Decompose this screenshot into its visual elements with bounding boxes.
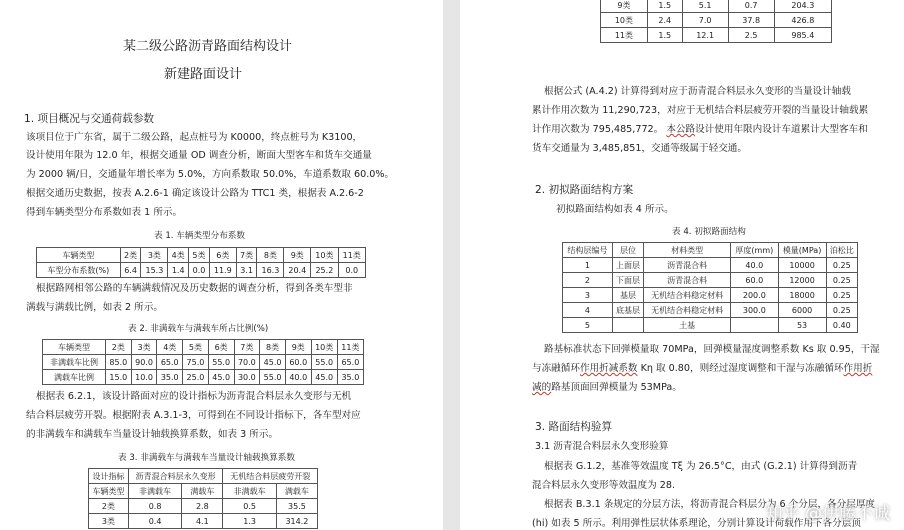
table-cell: 40.0 bbox=[285, 370, 311, 385]
table-cell bbox=[731, 318, 778, 333]
table-header-cell: 车辆类型 bbox=[43, 340, 106, 355]
table-row bbox=[89, 499, 318, 514]
table-cell: 7.0 bbox=[682, 13, 728, 28]
table-cell: 35.0 bbox=[157, 370, 183, 385]
table-cell: 2类 bbox=[89, 499, 129, 514]
table-cell: 45.0 bbox=[311, 370, 337, 385]
table-cell: 基层 bbox=[612, 288, 643, 303]
table-row bbox=[601, 13, 832, 28]
table-cell: 1 bbox=[563, 258, 613, 273]
table-header-cell: 车辆类型 bbox=[89, 484, 129, 499]
table-caption: 表 2. 非满载车与满载车所占比例(%) bbox=[128, 324, 269, 334]
table-cell: 1.5 bbox=[647, 28, 682, 43]
section-heading: 3. 路面结构验算 bbox=[535, 421, 613, 433]
paragraph-line: 根据路网相邻公路的车辆满载情况及历史数据的调查分析，得到各类车型非 bbox=[36, 283, 353, 294]
table-cell: 75.0 bbox=[183, 355, 209, 370]
table-header-cell: 设计指标 bbox=[89, 469, 129, 484]
table-header-cell: 2类 bbox=[120, 248, 141, 263]
table-cell: 2 bbox=[563, 273, 613, 288]
table-cell: 11类 bbox=[601, 28, 648, 43]
table-cell: 0.8 bbox=[128, 499, 181, 514]
paragraph-line: 根据表 B.3.1 条规定的分层方法，将沥青混合料层分为 6 个分层，各分层厚度 bbox=[544, 499, 876, 510]
table-header-cell: 材料类型 bbox=[644, 243, 731, 258]
table-cell: 30.0 bbox=[234, 370, 260, 385]
table-header-cell: 沥青混合料层永久变形 bbox=[128, 469, 223, 484]
paragraph-line bbox=[532, 124, 868, 136]
table-cell: 3类 bbox=[89, 514, 129, 529]
text-run: 路基顶面回弹模量为 53MPa。 bbox=[551, 382, 682, 393]
table-cell: 35.5 bbox=[276, 499, 317, 514]
table-cell: 65.0 bbox=[337, 355, 363, 370]
table-row bbox=[563, 273, 858, 288]
table-cell: 沥青混合料 bbox=[644, 258, 731, 273]
section-heading: 2. 初拟路面结构方案 bbox=[535, 184, 634, 196]
table-cell: 0.25 bbox=[826, 303, 857, 318]
paragraph-line: 得到车辆类型分布系数如表 1 所示。 bbox=[26, 207, 183, 218]
table-cell: 85.0 bbox=[105, 355, 131, 370]
paragraph-line: 的非满载车和满载车当量设计轴载换算系数，如表 3 所示。 bbox=[26, 429, 279, 440]
table-header-cell: 10类 bbox=[311, 340, 337, 355]
table-header-cell: 结构层编号 bbox=[563, 243, 613, 258]
paragraph-line: 设计使用年限为 12.0 年，根据交通量 OD 调查分析，断面大型客车和货车交通量 bbox=[26, 150, 372, 161]
table-cell: 0.25 bbox=[826, 288, 857, 303]
text-run: 与冻融循环 bbox=[532, 363, 580, 374]
table-header-cell: 8类 bbox=[260, 340, 286, 355]
table-cell: 16.3 bbox=[257, 263, 284, 278]
table-caption: 表 3. 非满载车与满载车当量设计轴载换算系数 bbox=[118, 453, 295, 463]
subsection-heading: 3.1 沥青混合料层永久变形验算 bbox=[535, 441, 669, 452]
table-cell: 10类 bbox=[601, 13, 648, 28]
paragraph-line: 满载与满载比例，如表 2 所示。 bbox=[26, 302, 163, 313]
table-cell: 5 bbox=[563, 318, 613, 333]
table-cell: 60.0 bbox=[285, 355, 311, 370]
table-cell: 45.0 bbox=[260, 355, 286, 370]
table-header-cell: 2类 bbox=[105, 340, 131, 355]
table-cell: 10.0 bbox=[131, 370, 157, 385]
table-header-cell: 8类 bbox=[257, 248, 284, 263]
table-cell: 2.4 bbox=[647, 13, 682, 28]
text-run: 计作用次数为 795,485,772。 bbox=[532, 124, 664, 135]
table-cell: 0.4 bbox=[128, 514, 181, 529]
table-header-cell: 5类 bbox=[189, 248, 210, 263]
table-cell: 300.0 bbox=[731, 303, 778, 318]
paragraph-line bbox=[532, 363, 872, 375]
table-cell: 200.0 bbox=[731, 288, 778, 303]
paragraph-line: 初拟路面结构如表 4 所示。 bbox=[556, 204, 674, 215]
table-cell: 0.25 bbox=[826, 273, 857, 288]
paragraph-line: 累计作用次数为 11,290,723，对应于无机结合料层疲劳开裂的当量设计轴载累 bbox=[532, 105, 869, 116]
paragraph-line: 根据公式 (A.4.2) 计算得到对应于沥青混合料层永久变形的当量设计轴载 bbox=[544, 86, 851, 97]
paragraph-line: 根据交通历史数据，按表 A.2.6-1 确定该设计公路为 TTC1 类，根据表 A.2.6-2 bbox=[26, 188, 364, 199]
table-caption: 表 4. 初拟路面结构 bbox=[672, 227, 746, 237]
section-heading: 1. 项目概况与交通荷载参数 bbox=[24, 113, 155, 125]
table-header-cell: 厚度(mm) bbox=[731, 243, 778, 258]
table-cell: 沥青混合料 bbox=[644, 273, 731, 288]
table-header-cell: 满载车 bbox=[276, 484, 317, 499]
table-cell: 15.3 bbox=[141, 263, 168, 278]
table-cell: 上面层 bbox=[612, 258, 643, 273]
table-caption: 表 1. 车辆类型分布系数 bbox=[154, 231, 246, 241]
table-row bbox=[43, 370, 364, 385]
table-header-cell: 7类 bbox=[236, 248, 257, 263]
table-cell: 9类 bbox=[601, 0, 648, 13]
table-cell: 53 bbox=[778, 318, 826, 333]
table-cell: 无机结合料稳定材料 bbox=[644, 288, 731, 303]
table-row bbox=[601, 0, 832, 13]
table-header-cell: 6类 bbox=[208, 340, 234, 355]
paragraph-line: (hi) 如表 5 所示。利用弹性层状体系理论，分别计算设计荷载作用下各分层顶 bbox=[532, 518, 861, 529]
paragraph-line: 根据表 6.2.1，该设计路面对应的设计指标为沥青混合料层永久变形与无机 bbox=[36, 391, 352, 402]
table-header-cell: 4类 bbox=[168, 248, 189, 263]
table-cell: 0.7 bbox=[728, 0, 774, 13]
paragraph-line: 货车交通量为 3,485,851，交通等级属于轻交通。 bbox=[532, 143, 747, 154]
table-row bbox=[601, 28, 832, 43]
table-cell: 1.3 bbox=[223, 514, 276, 529]
table-cell: 0.25 bbox=[826, 258, 857, 273]
table-header-cell: 模量(MPa) bbox=[778, 243, 826, 258]
spellcheck-underlined-text: 作用折 bbox=[843, 363, 873, 374]
table-cell: 40.0 bbox=[731, 258, 778, 273]
paragraph-line: 该项目位于广东省，属于二级公路，起点桩号为 K0000，终点桩号为 K3100， bbox=[26, 132, 363, 143]
table-cell: 985.4 bbox=[774, 28, 831, 43]
table-cell: 12000 bbox=[778, 273, 826, 288]
table-cell: 0.5 bbox=[223, 499, 276, 514]
text-run: Kη 取 0.80，则经过湿度调整和干湿与冻融循环 bbox=[640, 363, 844, 374]
table-header-cell: 11类 bbox=[338, 248, 365, 263]
table-cell: 20.4 bbox=[284, 263, 311, 278]
table-cell: 55.0 bbox=[260, 370, 286, 385]
spellcheck-underlined-text: 本公路 bbox=[666, 124, 696, 135]
paragraph-line: 路基标准状态下回弹模量取 70MPa，回弹模量湿度调整系数 Ks 取 0.95，干湿 bbox=[544, 344, 880, 355]
table-cell: 60.0 bbox=[731, 273, 778, 288]
table-header-cell: 9类 bbox=[285, 340, 311, 355]
load-ratio-table bbox=[42, 339, 364, 385]
table-cell: 4 bbox=[563, 303, 613, 318]
table-header-cell: 3类 bbox=[141, 248, 168, 263]
table-cell: 15.0 bbox=[105, 370, 131, 385]
paragraph-line: 混合料层永久变形等效温度为 28. bbox=[532, 480, 676, 491]
table-cell: 6000 bbox=[778, 303, 826, 318]
table-cell: 10000 bbox=[778, 258, 826, 273]
table-row bbox=[563, 258, 858, 273]
paragraph-line: 结合料层疲劳开裂。根据附表 A.3.1-3，可得到在不同设计指标下，各车型对应 bbox=[26, 410, 361, 421]
table-header-cell: 5类 bbox=[183, 340, 209, 355]
table-header-cell: 层位 bbox=[612, 243, 643, 258]
table-row bbox=[563, 303, 858, 318]
table-row bbox=[43, 355, 364, 370]
table-cell: 12.1 bbox=[682, 28, 728, 43]
table-row bbox=[89, 514, 318, 529]
table-cell: 2.8 bbox=[182, 499, 223, 514]
spellcheck-underlined-text: 作用折减系数 bbox=[579, 363, 638, 374]
table-cell bbox=[612, 318, 643, 333]
table-cell: 2.5 bbox=[728, 28, 774, 43]
table-header-cell: 3类 bbox=[131, 340, 157, 355]
table-cell: 4.1 bbox=[182, 514, 223, 529]
table-cell: 90.0 bbox=[131, 355, 157, 370]
table-cell: 314.2 bbox=[276, 514, 317, 529]
table-header-cell: 10类 bbox=[311, 248, 338, 263]
table-cell: 18000 bbox=[778, 288, 826, 303]
document-page-right bbox=[460, 0, 904, 530]
table-cell: 65.0 bbox=[157, 355, 183, 370]
table-header-cell: 非满载车 bbox=[223, 484, 276, 499]
table-cell: 下面层 bbox=[612, 273, 643, 288]
table-cell: 45.0 bbox=[208, 370, 234, 385]
table-cell: 204.3 bbox=[774, 0, 831, 13]
zhihu-watermark: 知乎 @伊藤不诚 bbox=[765, 504, 890, 524]
table-header-cell: 满载车 bbox=[182, 484, 223, 499]
table-cell: 55.0 bbox=[208, 355, 234, 370]
table-cell: 25.0 bbox=[183, 370, 209, 385]
paragraph-line bbox=[532, 382, 682, 394]
table-header-cell: 7类 bbox=[234, 340, 260, 355]
pavement-structure-table bbox=[562, 242, 858, 333]
table-cell: 满载车比例 bbox=[43, 370, 106, 385]
spellcheck-underlined-text: 减的 bbox=[532, 382, 552, 393]
table-cell: 426.8 bbox=[774, 13, 831, 28]
table-cell: 底基层 bbox=[612, 303, 643, 318]
document-subtitle: 新建路面设计 bbox=[164, 67, 243, 82]
axle-load-factor-table-continued bbox=[600, 0, 832, 43]
document-page-left bbox=[0, 0, 443, 530]
table-cell: 1.5 bbox=[647, 0, 682, 13]
table-cell: 37.8 bbox=[728, 13, 774, 28]
table-header-cell: 6类 bbox=[209, 248, 236, 263]
table-cell: 土基 bbox=[644, 318, 731, 333]
table-cell: 25.2 bbox=[311, 263, 338, 278]
table-cell: 0.0 bbox=[189, 263, 210, 278]
text-run: 设计使用年限内设计车道累计大型客车和 bbox=[695, 124, 868, 135]
table-header-cell: 9类 bbox=[284, 248, 311, 263]
table-cell: 3 bbox=[563, 288, 613, 303]
paragraph-line: 根据表 G.1.2，基准等效温度 Tξ 为 26.5°C，由式 (G.2.1) 计算得到沥青 bbox=[544, 461, 858, 472]
table-header-cell: 11类 bbox=[337, 340, 363, 355]
axle-load-factor-table bbox=[88, 468, 318, 529]
table-cell: 6.4 bbox=[120, 263, 141, 278]
table-header-cell: 无机结合料层疲劳开裂 bbox=[223, 469, 318, 484]
table-cell: 55.0 bbox=[311, 355, 337, 370]
table-cell: 70.0 bbox=[234, 355, 260, 370]
table-cell: 35.0 bbox=[337, 370, 363, 385]
table-header-cell: 4类 bbox=[157, 340, 183, 355]
vehicle-distribution-table bbox=[36, 247, 366, 278]
table-cell: 1.4 bbox=[168, 263, 189, 278]
table-cell: 0.0 bbox=[338, 263, 365, 278]
table-row bbox=[37, 263, 366, 278]
table-header-cell: 非满载车 bbox=[128, 484, 181, 499]
table-header-cell: 泊松比 bbox=[826, 243, 857, 258]
table-cell: 3.1 bbox=[236, 263, 257, 278]
table-cell: 0.40 bbox=[826, 318, 857, 333]
paragraph-line: 为 2000 辆/日，交通量年增长率为 5.0%，方向系数取 50.0%，车道系数取 60.0%。 bbox=[26, 169, 395, 180]
table-cell: 11.9 bbox=[209, 263, 236, 278]
table-row bbox=[563, 288, 858, 303]
table-cell: 无机结合料稳定材料 bbox=[644, 303, 731, 318]
table-cell: 5.1 bbox=[682, 0, 728, 13]
table-header-cell: 车辆类型 bbox=[37, 248, 121, 263]
table-row bbox=[563, 318, 858, 333]
table-cell: 非满载车比例 bbox=[43, 355, 106, 370]
document-title: 某二级公路沥青路面结构设计 bbox=[123, 39, 293, 54]
table-cell: 车型分布系数(%) bbox=[37, 263, 121, 278]
